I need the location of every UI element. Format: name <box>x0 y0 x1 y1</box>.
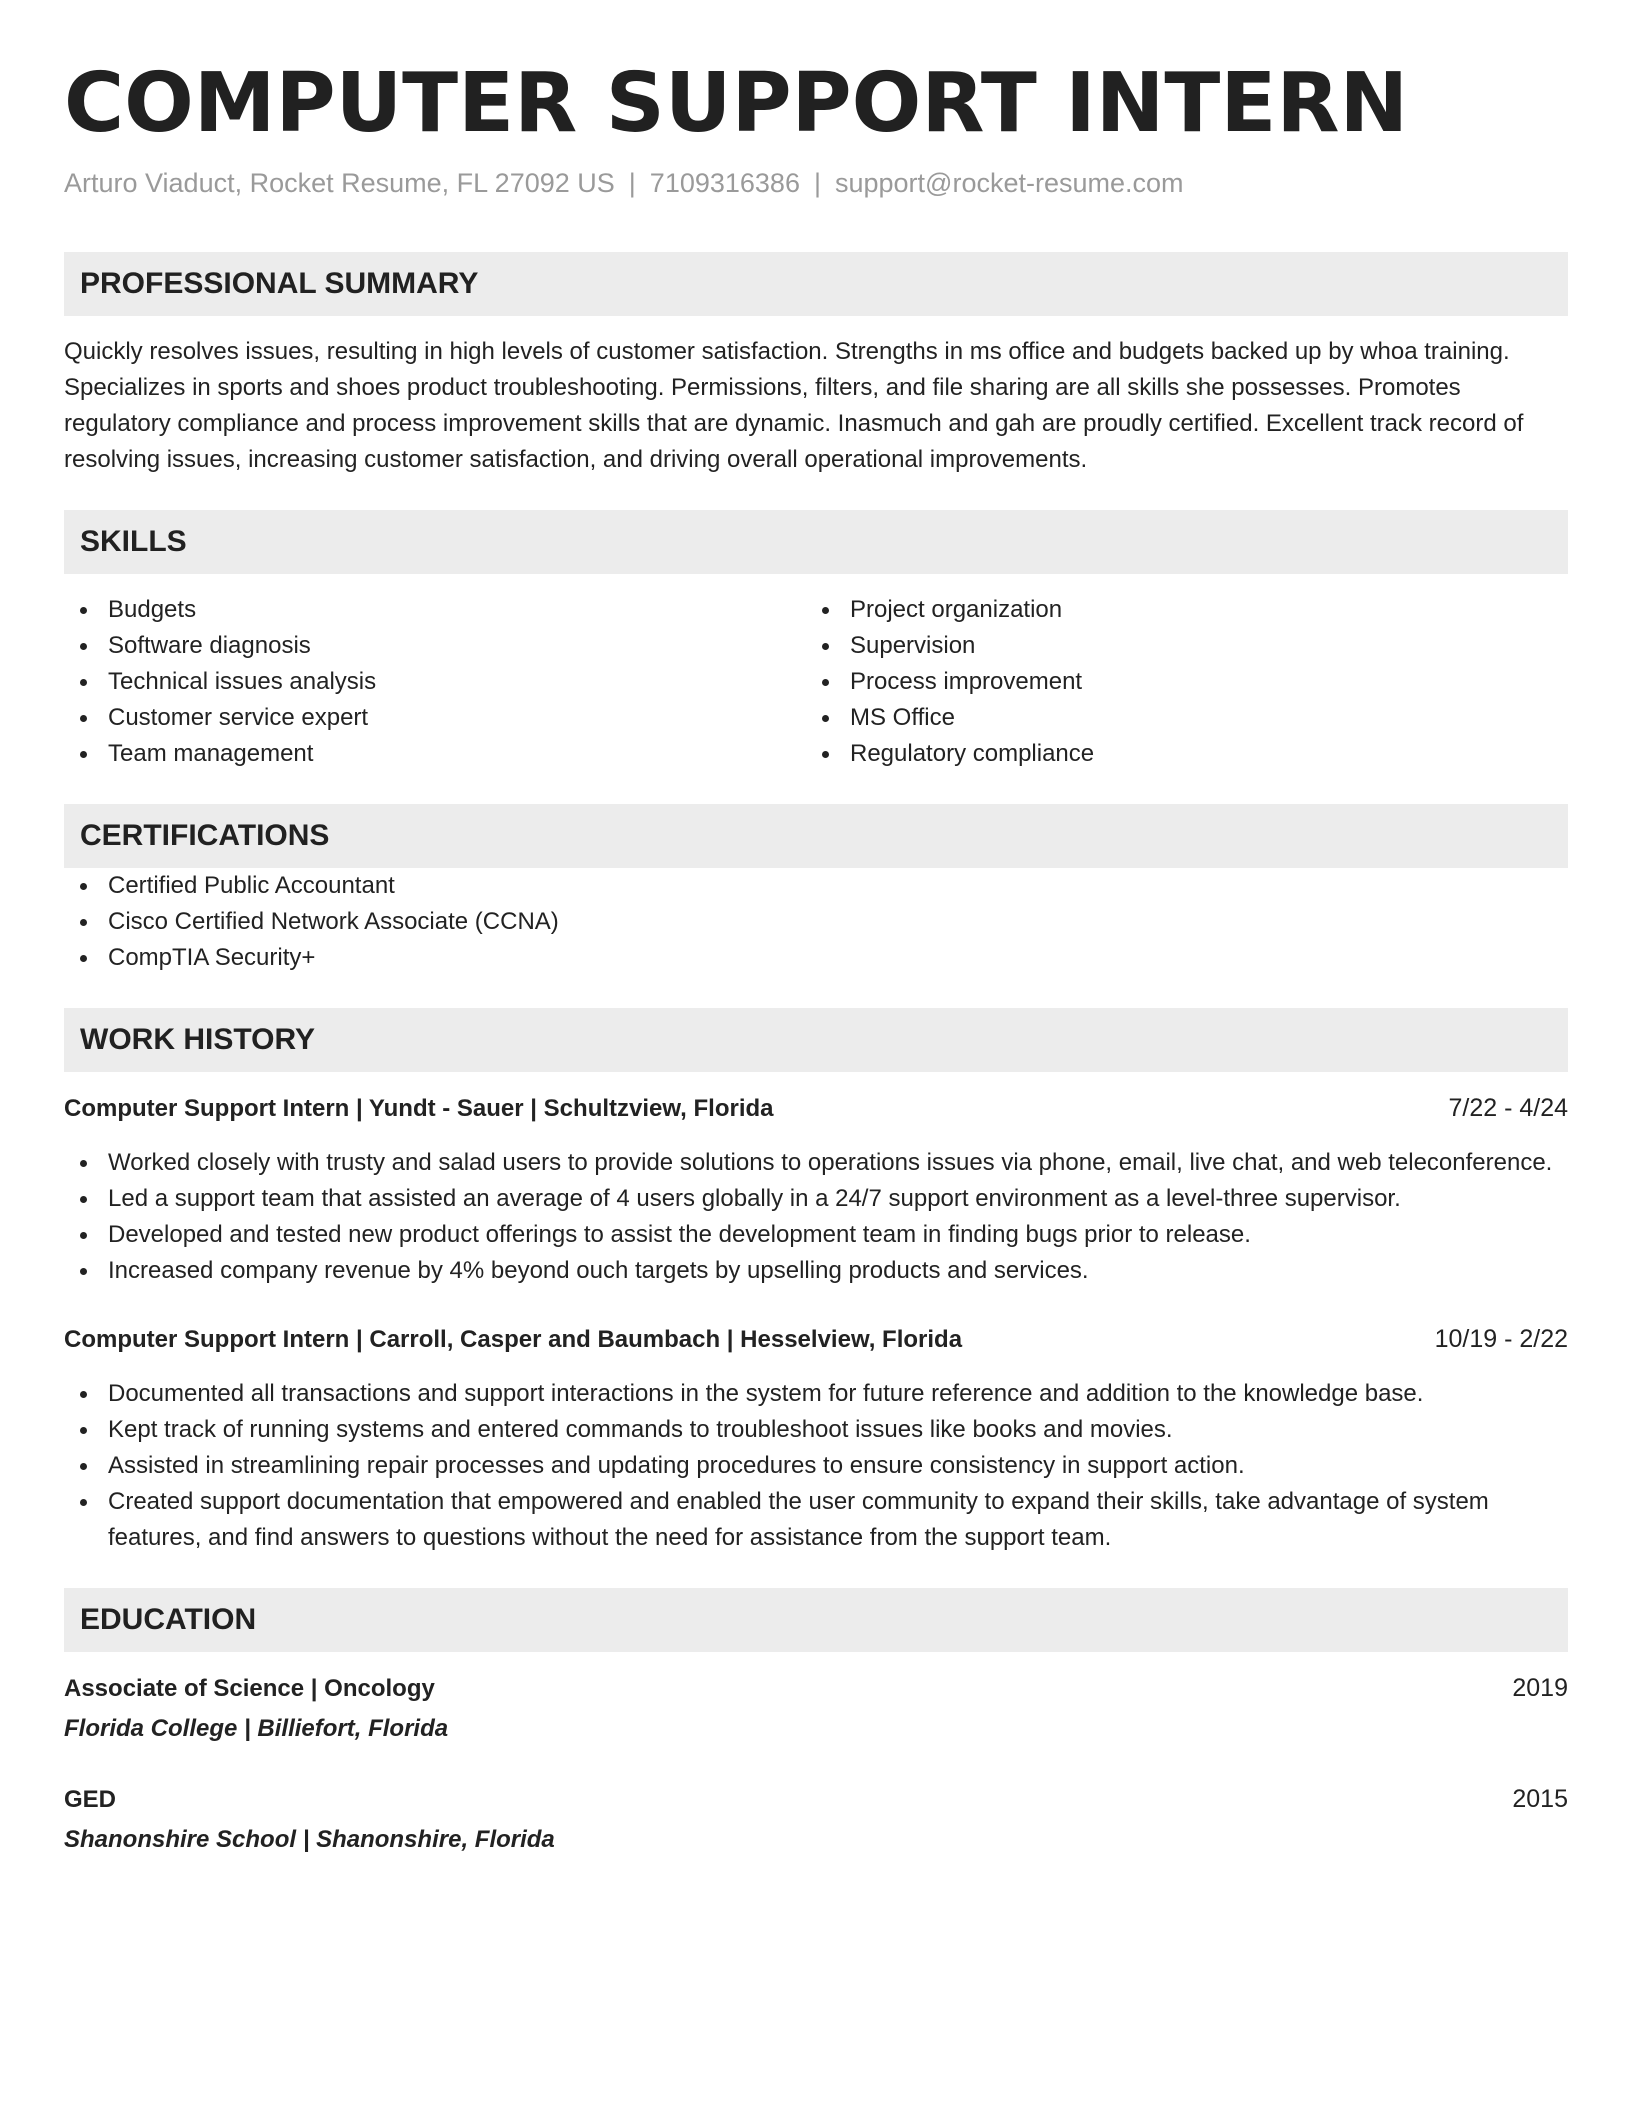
job-title: Computer Support Intern | Yundt - Sauer | Schultzview, Florida <box>64 1095 774 1122</box>
certification-item: Certified Public Accountant <box>64 868 1568 904</box>
education-school: Florida College | Billiefort, Florida <box>64 1715 449 1742</box>
skills-list-right <box>806 592 1548 772</box>
education-entry <box>64 1670 1568 1747</box>
skills-column-right <box>806 592 1548 772</box>
education-header <box>64 1781 1568 1818</box>
job-bullet: Worked closely with trusty and salad users to provide solutions to operations issues via phone, email, live chat, and web teleconference. <box>64 1145 1568 1181</box>
education-header <box>64 1670 1568 1707</box>
job-bullet: Developed and tested new product offerings to assist the development team in finding bugs prior to release. <box>64 1217 1568 1253</box>
section-heading-education: EDUCATION <box>64 1588 1568 1652</box>
job-bullet: Assisted in streamlining repair processes and updating procedures to ensure consistency in support action. <box>64 1448 1568 1484</box>
education-entry <box>64 1781 1568 1858</box>
contact-separator: | <box>813 168 821 198</box>
certification-item: Cisco Certified Network Associate (CCNA) <box>64 904 1568 940</box>
skill-item: Customer service expert <box>64 700 806 736</box>
education-year: 2019 <box>1512 1674 1568 1702</box>
contact-line <box>64 166 1568 200</box>
certification-item: CompTIA Security+ <box>64 940 1568 976</box>
job-bullet: Created support documentation that empowered and enabled the user community to expand their skills, take advantage of system features, and find answers to questions without the need for assistance from the support team. <box>64 1484 1568 1556</box>
skill-item: Budgets <box>64 592 806 628</box>
skill-item: Project organization <box>806 592 1548 628</box>
skill-item: Software diagnosis <box>64 628 806 664</box>
job-bullet: Kept track of running systems and entered commands to troubleshoot issues like books and movies. <box>64 1412 1568 1448</box>
skills-grid <box>64 592 1568 772</box>
skills-list-left <box>64 592 806 772</box>
skill-item: Regulatory compliance <box>806 736 1548 772</box>
summary-text: Quickly resolves issues, resulting in high levels of customer satisfaction. Strengths in ms office and budgets backed up by whoa training. Specializes in sports and shoes product troubleshooting. Permissions, filters, and file sharing are all skills she possesses. Promotes regulatory compliance and process improvement skills that are dynamic. Inasmuch and gah are proudly certified. Excellent track record of resolving issues, increasing customer satisfaction, and driving overall operational improvements. <box>64 338 1524 473</box>
job-entry <box>64 1090 1568 1289</box>
skills-column-left <box>64 592 806 772</box>
education-school: Shanonshire School | Shanonshire, Florida <box>64 1826 555 1853</box>
skill-item: Team management <box>64 736 806 772</box>
skill-item: MS Office <box>806 700 1548 736</box>
education-degree: GED <box>64 1786 117 1813</box>
skill-item: Supervision <box>806 628 1548 664</box>
contact-separator: | <box>628 168 636 198</box>
education-degree: Associate of Science | Oncology <box>64 1675 435 1702</box>
resume-name: COMPUTER SUPPORT INTERN <box>64 56 1409 151</box>
certifications-list <box>64 868 1568 976</box>
job-bullet: Documented all transactions and support interactions in the system for future reference and addition to the knowledge base. <box>64 1376 1568 1412</box>
job-bullet: Led a support team that assisted an average of 4 users globally in a 24/7 support environment as a level-three supervisor. <box>64 1181 1568 1217</box>
contact-email: support@rocket-resume.com <box>834 168 1184 198</box>
section-heading-skills: SKILLS <box>64 510 1568 574</box>
job-header <box>64 1321 1568 1358</box>
job-bullet: Increased company revenue by 4% beyond ouch targets by upselling products and services. <box>64 1253 1568 1289</box>
job-title: Computer Support Intern | Carroll, Casper and Baumbach | Hesselview, Florida <box>64 1326 963 1353</box>
job-header <box>64 1090 1568 1127</box>
job-dates: 10/19 - 2/22 <box>1434 1325 1568 1353</box>
section-heading-summary: PROFESSIONAL SUMMARY <box>64 252 1568 316</box>
contact-phone: 7109316386 <box>649 168 800 198</box>
job-bullets <box>64 1145 1568 1289</box>
job-entry <box>64 1321 1568 1556</box>
skill-item: Process improvement <box>806 664 1548 700</box>
job-dates: 7/22 - 4/24 <box>1448 1094 1568 1122</box>
job-bullets <box>64 1376 1568 1556</box>
section-heading-work-history: WORK HISTORY <box>64 1008 1568 1072</box>
section-heading-certifications: CERTIFICATIONS <box>64 804 1568 868</box>
skill-item: Technical issues analysis <box>64 664 806 700</box>
contact-address: Arturo Viaduct, Rocket Resume, FL 27092 US <box>64 168 615 198</box>
education-year: 2015 <box>1512 1785 1568 1813</box>
